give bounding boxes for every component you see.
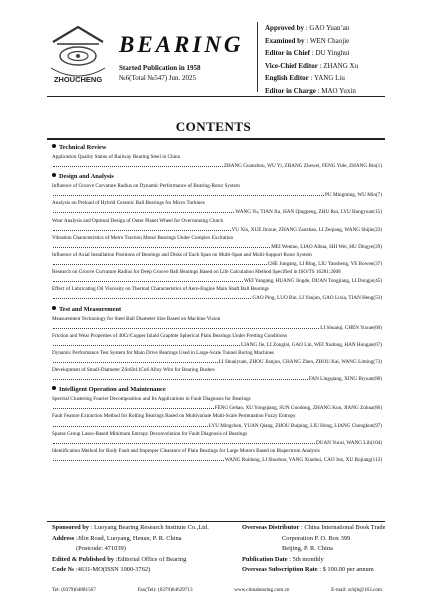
article-authors-line xyxy=(52,207,382,216)
staff-row: Approved by : GAO Yuan’an xyxy=(265,24,350,32)
editorial-staff xyxy=(265,22,358,97)
email-link[interactable]: E-mail: zcbjb@163.com xyxy=(331,587,382,593)
article-title: Development of Small-Diameter ZSnSb11Cu6 Alloy Wire for Bearing Bushes xyxy=(52,367,215,374)
toc-entry[interactable] xyxy=(52,315,382,332)
toc-entry[interactable] xyxy=(52,153,382,170)
article-authors-line xyxy=(52,340,382,349)
masthead xyxy=(47,22,387,95)
toc-entry[interactable] xyxy=(52,447,382,464)
staff-value: ZHANG Xu xyxy=(323,61,359,70)
code-line: Code № :4631-MO(ISSN 1000-3762) xyxy=(52,566,151,573)
article-authors-line xyxy=(52,323,382,332)
dot-leader xyxy=(53,455,224,461)
section-title: Intelligent Operation and Maintenance xyxy=(59,386,166,394)
staff-label: Approved by xyxy=(265,24,304,32)
section-title: Technical Review xyxy=(59,144,107,151)
article-authors-page: LI Shuaiyuan, ZHOU Jianjun, CHANG Zhen, ZHOU Kai, WANG Liming(73) xyxy=(218,358,382,365)
postcode: (Postcode: 471039) xyxy=(76,545,126,552)
header-rule xyxy=(47,96,385,97)
dot-leader xyxy=(53,207,234,213)
article-title: Fault Feature Extraction Method for Rolling Bearings Based on Multivariate Multi-Scale Permutation Fuzzy Entropy xyxy=(52,413,296,420)
masthead-divider xyxy=(257,22,258,92)
toc-entry[interactable] xyxy=(52,366,382,383)
article-authors-page: WANG Ruidong, LI Shushuo, YANG Xiaohui, CAO Jun, XU Bojiang(113) xyxy=(224,456,382,463)
dot-leader xyxy=(53,374,308,380)
dot-leader xyxy=(53,438,315,444)
pubdate-line: Publication Date : 5th monthly xyxy=(242,555,324,563)
dot-leader xyxy=(53,293,251,299)
contents-heading: CONTENTS xyxy=(175,119,252,134)
article-authors-page: WEI Yangang, HUANG Jingde, DUAN Tongjiang, LI Dongju(45) xyxy=(243,278,382,285)
bullet-icon xyxy=(52,306,56,310)
masthead-title-block xyxy=(119,22,244,82)
article-title: Sparse Group Lasso-Based Minimum Entropy Deconvolution for Fault Diagnosis of Bearings xyxy=(52,430,248,437)
issue-number: №6(Total №547) Jun. 2025 xyxy=(119,74,197,82)
article-authors-page: MEI Wentao, LIAO Aihua, SHI Wei, HU Dingye(29) xyxy=(271,243,382,250)
dot-leader xyxy=(53,190,324,196)
editor-value: Editorial Office of Bearing xyxy=(117,555,187,563)
dot-leader xyxy=(53,242,270,248)
article-title: Wear Analysis and Optimal Design of Outer Planet Wheel for Overrunning Clutch xyxy=(52,217,224,224)
staff-label: English Editor xyxy=(265,74,309,82)
article-title: Vibration Characteristics of Metro Traction Motor Bearings Under Complex Excitation xyxy=(52,234,234,241)
pubdate-label: Publication Date xyxy=(242,555,288,563)
started-publication: Started Publication in 1958 xyxy=(119,64,201,72)
toc-entry[interactable] xyxy=(52,430,382,447)
rate-value: $ 100.00 per annum xyxy=(322,566,374,573)
toc-entry[interactable] xyxy=(52,217,382,234)
article-title: Dynamic Performance Test System for Main Drive Bearings Used in Large-Scale Tunnel Boring Machines xyxy=(52,349,275,356)
article-authors-page: WANG Yu, TIAN Xu, HAN Qingpeng, ZHU Rui, LYU Hangyuan(15) xyxy=(235,209,382,216)
dot-leader xyxy=(53,323,319,329)
article-authors-line xyxy=(52,276,382,285)
toc-entry[interactable] xyxy=(52,268,382,285)
article-authors-page: LI Shuaiqi, CHEN Yuxue(60) xyxy=(320,324,382,331)
section-heading xyxy=(52,143,382,153)
editor-label: Edited & Published by xyxy=(52,555,114,563)
section-title: Test and Measurement xyxy=(59,305,122,313)
article-authors-page: YU Xin, XUE Jinxue, ZHANG Zaozhao, LI Zeqiang, WANG Shijie(23) xyxy=(231,226,382,233)
article-authors-line xyxy=(52,421,382,430)
toc-entry[interactable] xyxy=(52,182,382,199)
section-title: Design and Analysis xyxy=(59,173,114,181)
dot-leader xyxy=(53,340,240,346)
bullet-icon xyxy=(52,386,56,390)
article-title: Research on Groove Curvature Radius for Deep Groove Ball Bearings Based on Life Calculation Method Specified in ISO/TS 16281:2008 xyxy=(52,269,341,276)
staff-value: MAO Yuxin xyxy=(321,86,356,95)
article-title: Influence of Groove Curvature Radius on Dynamic Performance of Bearing-Rotor System xyxy=(52,183,240,190)
contents-rule xyxy=(47,138,385,140)
address-label: Address xyxy=(52,534,75,542)
table-of-contents xyxy=(52,141,382,464)
toc-entry[interactable] xyxy=(52,285,382,302)
article-title: Measurement Technology for Steel Ball Diameter Size Based on Machine Vision xyxy=(52,315,221,322)
publication-info-right xyxy=(242,523,392,576)
toc-entry[interactable] xyxy=(52,234,382,251)
publication-info-left xyxy=(52,523,227,576)
code-label: Code № xyxy=(52,566,75,573)
article-title: Application Quality Status of Railway Bearing Steel in China xyxy=(52,154,180,160)
toc-entry[interactable] xyxy=(52,332,382,349)
sponsor-label: Sponsored by xyxy=(52,524,89,531)
sponsor-line: Sponsored by : Luoyang Bearing Research Institute Co.,Ltd. xyxy=(52,524,209,531)
staff-value: YANG Liu xyxy=(313,74,345,82)
dot-leader xyxy=(53,403,214,409)
article-authors-page: PU Mingming, WU Min(7) xyxy=(325,192,382,199)
article-authors-line xyxy=(52,438,382,447)
staff-label: Examined by xyxy=(265,36,305,45)
article-title: Influence of Axial Installation Positions of Bearings and Disks of Each Span on Multi-Span and Multi-Support Rotor System xyxy=(52,251,312,258)
website-link[interactable]: www.chinabearing.com.cn xyxy=(234,587,290,593)
staff-row: Editor in Chief : DU Yinghui xyxy=(265,49,350,57)
article-authors-line xyxy=(52,242,382,251)
address-value: Jilin Road, Luoyang, Henan, P. R. China xyxy=(77,534,182,542)
article-authors-page: FENG Gehao, XU Yongqiang, SUN Guodong, ZHANG Kun, JIANG Zuhua(86) xyxy=(214,405,382,412)
bullet-icon xyxy=(52,173,56,177)
article-authors-page: LYU Mingchen, YUAN Qiang, ZHOU Ruiping, LIU Hong, LIANG Chongkun(97) xyxy=(208,422,382,429)
staff-value: WEN Chaojie xyxy=(309,36,350,45)
article-authors-line xyxy=(52,455,382,464)
section-heading xyxy=(52,305,382,315)
article-authors-line xyxy=(52,225,382,234)
section-heading xyxy=(52,172,382,182)
staff-row: English Editor : YANG Liu xyxy=(265,74,345,82)
distributor-line-3: Beijing, P. R. China xyxy=(282,545,333,552)
dot-leader xyxy=(53,259,267,265)
toc-entry[interactable] xyxy=(52,412,382,429)
staff-row: Vice-Chief Editor : ZHANG Xu xyxy=(265,61,359,70)
article-authors-page: ZHANG Guanzhou, WU Yi, ZHANG Zhewei, FENG Yide, ZHANG Bin(1) xyxy=(223,163,382,170)
toc-entry[interactable] xyxy=(52,251,382,268)
article-authors-line xyxy=(52,190,382,199)
dot-leader xyxy=(53,225,231,231)
distributor-line-2: Corporation P. O. Box 399 xyxy=(282,534,351,542)
dot-leader xyxy=(53,421,208,427)
staff-value: DU Yinghui xyxy=(315,49,350,57)
toc-entry[interactable] xyxy=(52,199,382,216)
footer-rule xyxy=(47,521,385,522)
distributor-label: Overseas Distributor xyxy=(242,524,300,531)
journal-title: BEARING xyxy=(119,32,244,57)
staff-row: Editor in Charge : MAO Yuxin xyxy=(265,86,356,95)
dot-leader xyxy=(53,357,218,363)
article-title: Effect of Lubricating Oil Viscosity on Thermal Characteristics of Aero-Engine Main Shaft Ball Bearings xyxy=(52,286,270,293)
article-authors-line xyxy=(52,374,382,383)
staff-label: Vice-Chief Editor xyxy=(265,61,318,70)
staff-label: Editor in Charge xyxy=(265,86,316,95)
editor-line: Edited & Published by :Editorial Office of Bearing xyxy=(52,555,187,563)
bullet-icon xyxy=(52,144,56,148)
dot-leader xyxy=(53,161,223,167)
pubdate-value: 5th monthly xyxy=(292,555,324,563)
article-authors-page: GAO Ping, LUO Bin, LI Yanjun, GAO Lixia, TIAN Heng(53) xyxy=(252,295,382,302)
address-line: Address :Jilin Road, Luoyang, Henan, P. R. China xyxy=(52,534,182,542)
article-authors-page: DUAN Yucai, WANG Lili(104) xyxy=(316,439,382,446)
code-value: 4631-MO(ISSN 1000-3762) xyxy=(77,566,151,573)
logo-text: ZHOUCHENG xyxy=(53,75,103,84)
toc-entry[interactable] xyxy=(52,395,382,412)
article-authors-line xyxy=(52,161,382,170)
article-authors-line xyxy=(52,259,382,268)
distributor-line: Overseas Distributor : China International Book Trade xyxy=(242,524,386,531)
rate-label: Overseas Subscription Rate xyxy=(242,566,318,573)
article-authors-line xyxy=(52,357,382,366)
article-title: Friction and Wear Properties of 40Cr/Copper Inlaid Graphite Spherical Plain Bearings Under Fretting Conditions xyxy=(52,332,288,339)
contact-line xyxy=(52,587,382,593)
article-authors-page: CHE Jungang, LI Bing, LIU Yansheng, YE Bowen(37) xyxy=(267,261,382,268)
article-title: Identification Method for Body Fault and Improper Clearance of Plain Bearings for Large Motors Based on Bispectrum Analysis xyxy=(52,447,320,454)
staff-row: Examined by : WEN Chaojie xyxy=(265,36,350,45)
dot-leader xyxy=(53,276,243,282)
rate-line: Overseas Subscription Rate : $ 100.00 per annum xyxy=(242,566,374,573)
staff-label: Editor in Chief xyxy=(265,49,310,57)
fax: Fax(Tel): (0379)64629713 xyxy=(137,587,193,593)
journal-logo xyxy=(47,22,109,88)
article-authors-page: FAN Lingqiang, XING Biyuan(80) xyxy=(308,376,382,383)
toc-entry[interactable] xyxy=(52,349,382,366)
staff-value: GAO Yuan’an xyxy=(309,24,350,32)
telephone: Tel: (0379)64881567 xyxy=(52,587,96,593)
sponsor-value: Luoyang Bearing Research Institute Co.,Ltd. xyxy=(93,524,209,531)
article-authors-page: LIANG Jie, LI Zonglai, GAO Lin, WEI Xudong, HAN Hongan(67) xyxy=(241,341,382,348)
distributor-value: China International Book Trade xyxy=(304,524,386,531)
article-authors-line xyxy=(52,403,382,412)
article-title: Spectral Clustering Fourier Decomposition and Its Applications in Fault Diagnosis for Bearings xyxy=(52,396,251,403)
section-heading xyxy=(52,385,382,395)
article-authors-line xyxy=(52,293,382,302)
article-title: Analysis on Preload of Hybrid Ceramic Ball Bearings for Micro Turbines xyxy=(52,200,205,207)
